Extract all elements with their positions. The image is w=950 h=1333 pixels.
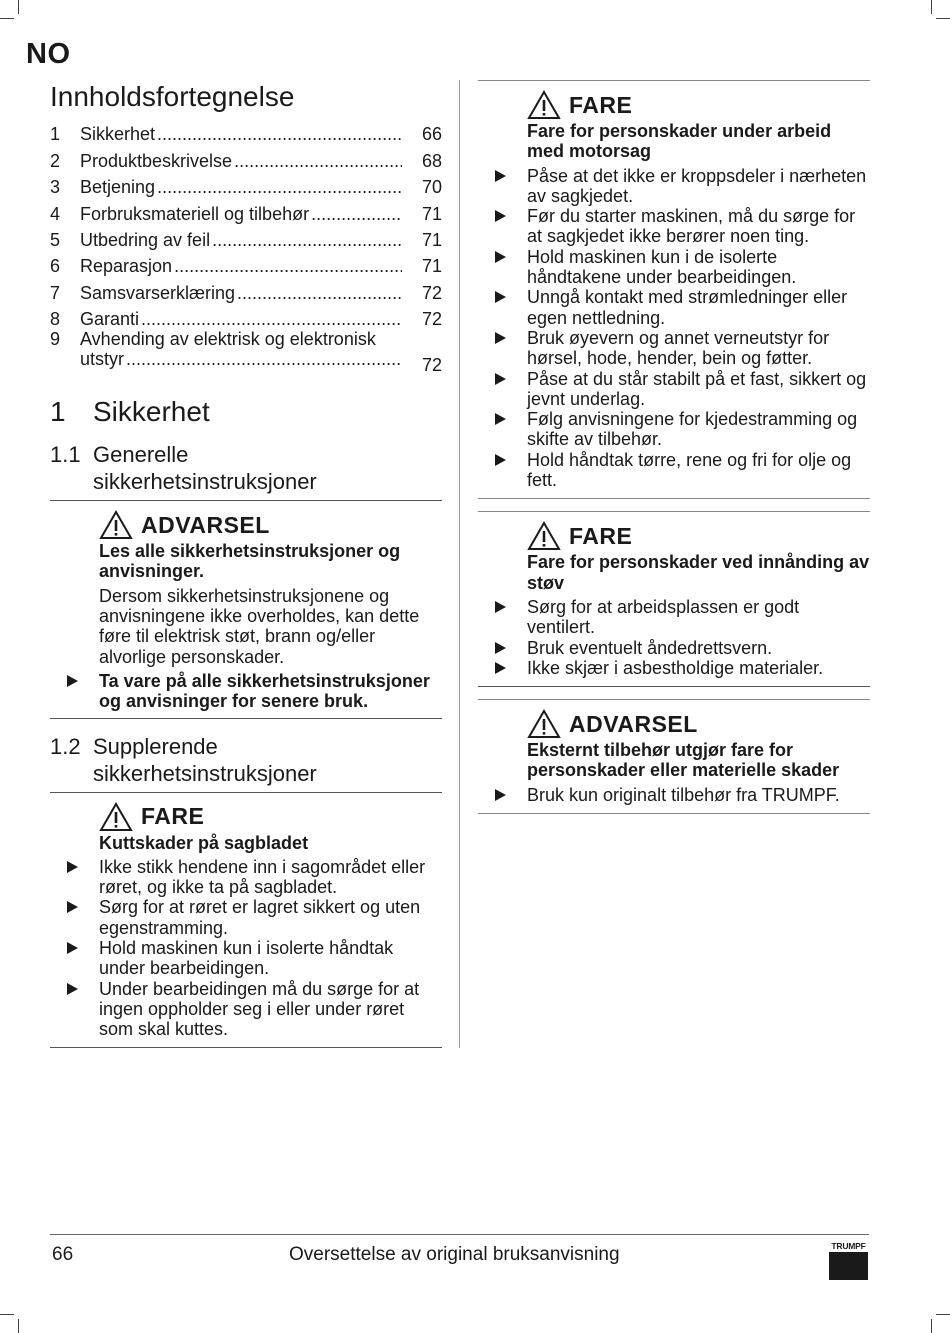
danger-subtitle: Kuttskader på sagbladet xyxy=(99,832,309,853)
danger-bullets xyxy=(99,857,442,1040)
toc-item-label: Forbruksmateriell og tilbehør xyxy=(80,203,310,224)
toc-item-page: 72 xyxy=(421,282,442,303)
toc-item-label: Produktbeskrivelse xyxy=(80,150,233,171)
toc-item-label-continued: utstyr xyxy=(80,349,125,370)
toc-item-page: 70 xyxy=(421,177,442,198)
danger-box xyxy=(50,793,442,1048)
language-code: NO xyxy=(26,38,71,70)
list-item: Ta vare på alle sikkerhetsinstruksjoner og anvisninger for senere bruk. xyxy=(99,671,442,712)
toc-item[interactable] xyxy=(50,276,442,302)
danger-title: FARE xyxy=(569,91,633,118)
warning-bullets xyxy=(527,785,870,805)
toc-item[interactable] xyxy=(50,224,442,250)
toc-item-label: Samsvarserklæring xyxy=(80,282,236,303)
toc-item[interactable] xyxy=(50,144,442,170)
toc-item-page: 71 xyxy=(421,256,442,277)
left-column xyxy=(50,80,442,1048)
toc-leader xyxy=(234,151,402,171)
danger-subtitle: Fare for personskader under arbeid med motorsag xyxy=(527,121,832,162)
toc-item[interactable] xyxy=(50,329,442,375)
warning-bullets xyxy=(99,671,442,712)
toc-item[interactable] xyxy=(50,250,442,276)
warning-title: ADVARSEL xyxy=(569,710,698,737)
toc-leader xyxy=(237,283,402,303)
warning-triangle-icon xyxy=(527,90,561,120)
toc-item-number: 3 xyxy=(50,177,61,198)
subsection-title: Generelle xyxy=(93,442,189,468)
danger-title: FARE xyxy=(141,803,205,829)
toc-item[interactable] xyxy=(50,303,442,329)
crop-mark xyxy=(0,18,14,19)
toc-leader xyxy=(174,256,402,276)
toc-item-label: Garanti xyxy=(80,309,140,330)
crop-mark xyxy=(0,1314,14,1315)
crop-mark xyxy=(931,1319,932,1333)
toc-item-number: 8 xyxy=(50,309,61,330)
list-item: Påse at du står stabilt på et fast, sikkert og jevnt underlag. xyxy=(527,369,870,410)
divider xyxy=(478,686,870,687)
warning-subtitle: Eksternt tilbehør utgjør fare for personskader eller materielle skader xyxy=(527,740,840,781)
danger-subtitle: Fare for personskader ved innånding av støv xyxy=(527,552,870,593)
toc-item-page: 71 xyxy=(421,203,442,224)
column-divider xyxy=(459,80,460,1048)
list-item: Under bearbeidingen må du sørge for at ingen oppholder seg i eller under røret som skal kuttes. xyxy=(99,979,442,1040)
subsection-title-continued: sikkerhetsinstruksjoner xyxy=(93,760,317,786)
section-heading xyxy=(50,395,442,429)
toc-item-number: 5 xyxy=(50,229,61,250)
toc-leader xyxy=(141,309,402,329)
toc-item-page: 72 xyxy=(421,309,442,330)
toc-item-label: Reparasjon xyxy=(80,256,173,277)
footer-title: Oversettelse av original bruksanvisning xyxy=(289,1244,620,1265)
warning-box xyxy=(50,501,442,717)
list-item: Ikke skjær i asbestholdige materialer. xyxy=(527,658,870,678)
brand-logo xyxy=(829,1242,868,1280)
toc-leader xyxy=(157,124,402,144)
toc-leader xyxy=(311,204,402,224)
toc-leader xyxy=(157,177,402,197)
warning-triangle-icon xyxy=(527,709,561,739)
crop-mark xyxy=(18,1319,19,1333)
toc-item-label: Avhending av elektrisk og elektronisk xyxy=(80,329,376,350)
toc-item-number: 6 xyxy=(50,256,61,277)
danger-title: FARE xyxy=(569,522,633,549)
list-item: Sørg for at arbeidsplassen er godt ventilert. xyxy=(527,597,870,638)
subsection-title: Supplerende xyxy=(93,733,218,759)
subsection-heading xyxy=(50,733,442,792)
warning-box xyxy=(478,700,870,813)
divider xyxy=(478,813,870,814)
warning-triangle-icon xyxy=(527,521,561,551)
list-item: Bruk eventuelt åndedrettsvern. xyxy=(527,638,870,658)
danger-box xyxy=(478,81,870,498)
list-item: Følg anvisningene for kjedestramming og skifte av tilbehør. xyxy=(527,409,870,450)
danger-bullets xyxy=(527,166,870,491)
logo-text: TRUMPF xyxy=(831,1241,866,1251)
right-column xyxy=(478,80,870,814)
list-item: Påse at det ikke er kroppsdeler i nærheten av sagkjedet. xyxy=(527,166,870,207)
list-item: Hold maskinen kun i isolerte håndtak under bearbeidingen. xyxy=(99,938,442,979)
toc-item[interactable] xyxy=(50,171,442,197)
toc-item-number: 7 xyxy=(50,282,61,303)
toc-item-number: 9 xyxy=(50,329,61,350)
list-item: Sørg for at røret er lagret sikkert og uten egenstramming. xyxy=(99,897,442,938)
crop-mark xyxy=(931,0,932,14)
warning-text: Dersom sikkerhetsinstruksjonene og anvisningene ikke overholdes, kan dette føre til elektrisk støt, brann og/eller alvorlige personskader. xyxy=(99,585,420,667)
toc-item-page: 71 xyxy=(421,229,442,250)
toc-leader xyxy=(126,349,402,369)
subsection-number: 1.2 xyxy=(50,733,81,759)
logo-block xyxy=(829,1252,868,1280)
danger-bullets xyxy=(527,597,870,678)
toc-item-number: 4 xyxy=(50,203,61,224)
subsection-title-continued: sikkerhetsinstruksjoner xyxy=(93,469,317,495)
section-number: 1 xyxy=(50,396,66,428)
toc-item-label: Betjening xyxy=(80,177,156,198)
crop-mark xyxy=(936,1314,950,1315)
toc-item[interactable] xyxy=(50,197,442,223)
divider xyxy=(478,498,870,499)
toc-item-page: 72 xyxy=(421,355,442,376)
list-item: Bruk kun originalt tilbehør fra TRUMPF. xyxy=(527,785,870,805)
toc-item-label: Sikkerhet xyxy=(80,124,156,145)
toc-item-number: 2 xyxy=(50,150,61,171)
table-of-contents xyxy=(50,118,442,375)
warning-triangle-icon xyxy=(99,510,133,540)
toc-title: Innholdsfortegnelse xyxy=(50,81,295,112)
list-item: Før du starter maskinen, må du sørge for at sagkjedet ikke berører noen ting. xyxy=(527,206,870,247)
toc-item[interactable] xyxy=(50,118,442,144)
warning-subtitle: Les alle sikkerhetsinstruksjoner og anvisninger. xyxy=(99,541,401,582)
section-title: Sikkerhet xyxy=(93,396,210,428)
list-item: Unngå kontakt med strømledninger eller egen nettledning. xyxy=(527,287,870,328)
page-number: 66 xyxy=(52,1244,74,1265)
toc-item-page: 68 xyxy=(421,150,442,171)
toc-item-label: Utbedring av feil xyxy=(80,229,211,250)
crop-mark xyxy=(936,18,950,19)
list-item: Hold maskinen kun i de isolerte håndtakene under bearbeidingen. xyxy=(527,247,870,288)
divider xyxy=(50,718,442,719)
subsection-heading xyxy=(50,441,442,500)
warning-title: ADVARSEL xyxy=(141,511,270,538)
list-item: Ikke stikk hendene inn i sagområdet eller røret, og ikke ta på sagbladet. xyxy=(99,857,442,898)
danger-box xyxy=(478,512,870,686)
warning-triangle-icon xyxy=(99,802,133,832)
divider xyxy=(50,1047,442,1048)
toc-leader xyxy=(212,230,402,250)
toc-item-page: 66 xyxy=(421,124,442,145)
list-item: Hold håndtak tørre, rene og fri for olje og fett. xyxy=(527,450,870,491)
crop-mark xyxy=(18,0,19,14)
footer-divider xyxy=(50,1234,869,1235)
subsection-number: 1.1 xyxy=(50,442,81,468)
list-item: Bruk øyevern og annet verneutstyr for hørsel, hode, hender, bein og føtter. xyxy=(527,328,870,369)
toc-item-number: 1 xyxy=(50,124,61,145)
